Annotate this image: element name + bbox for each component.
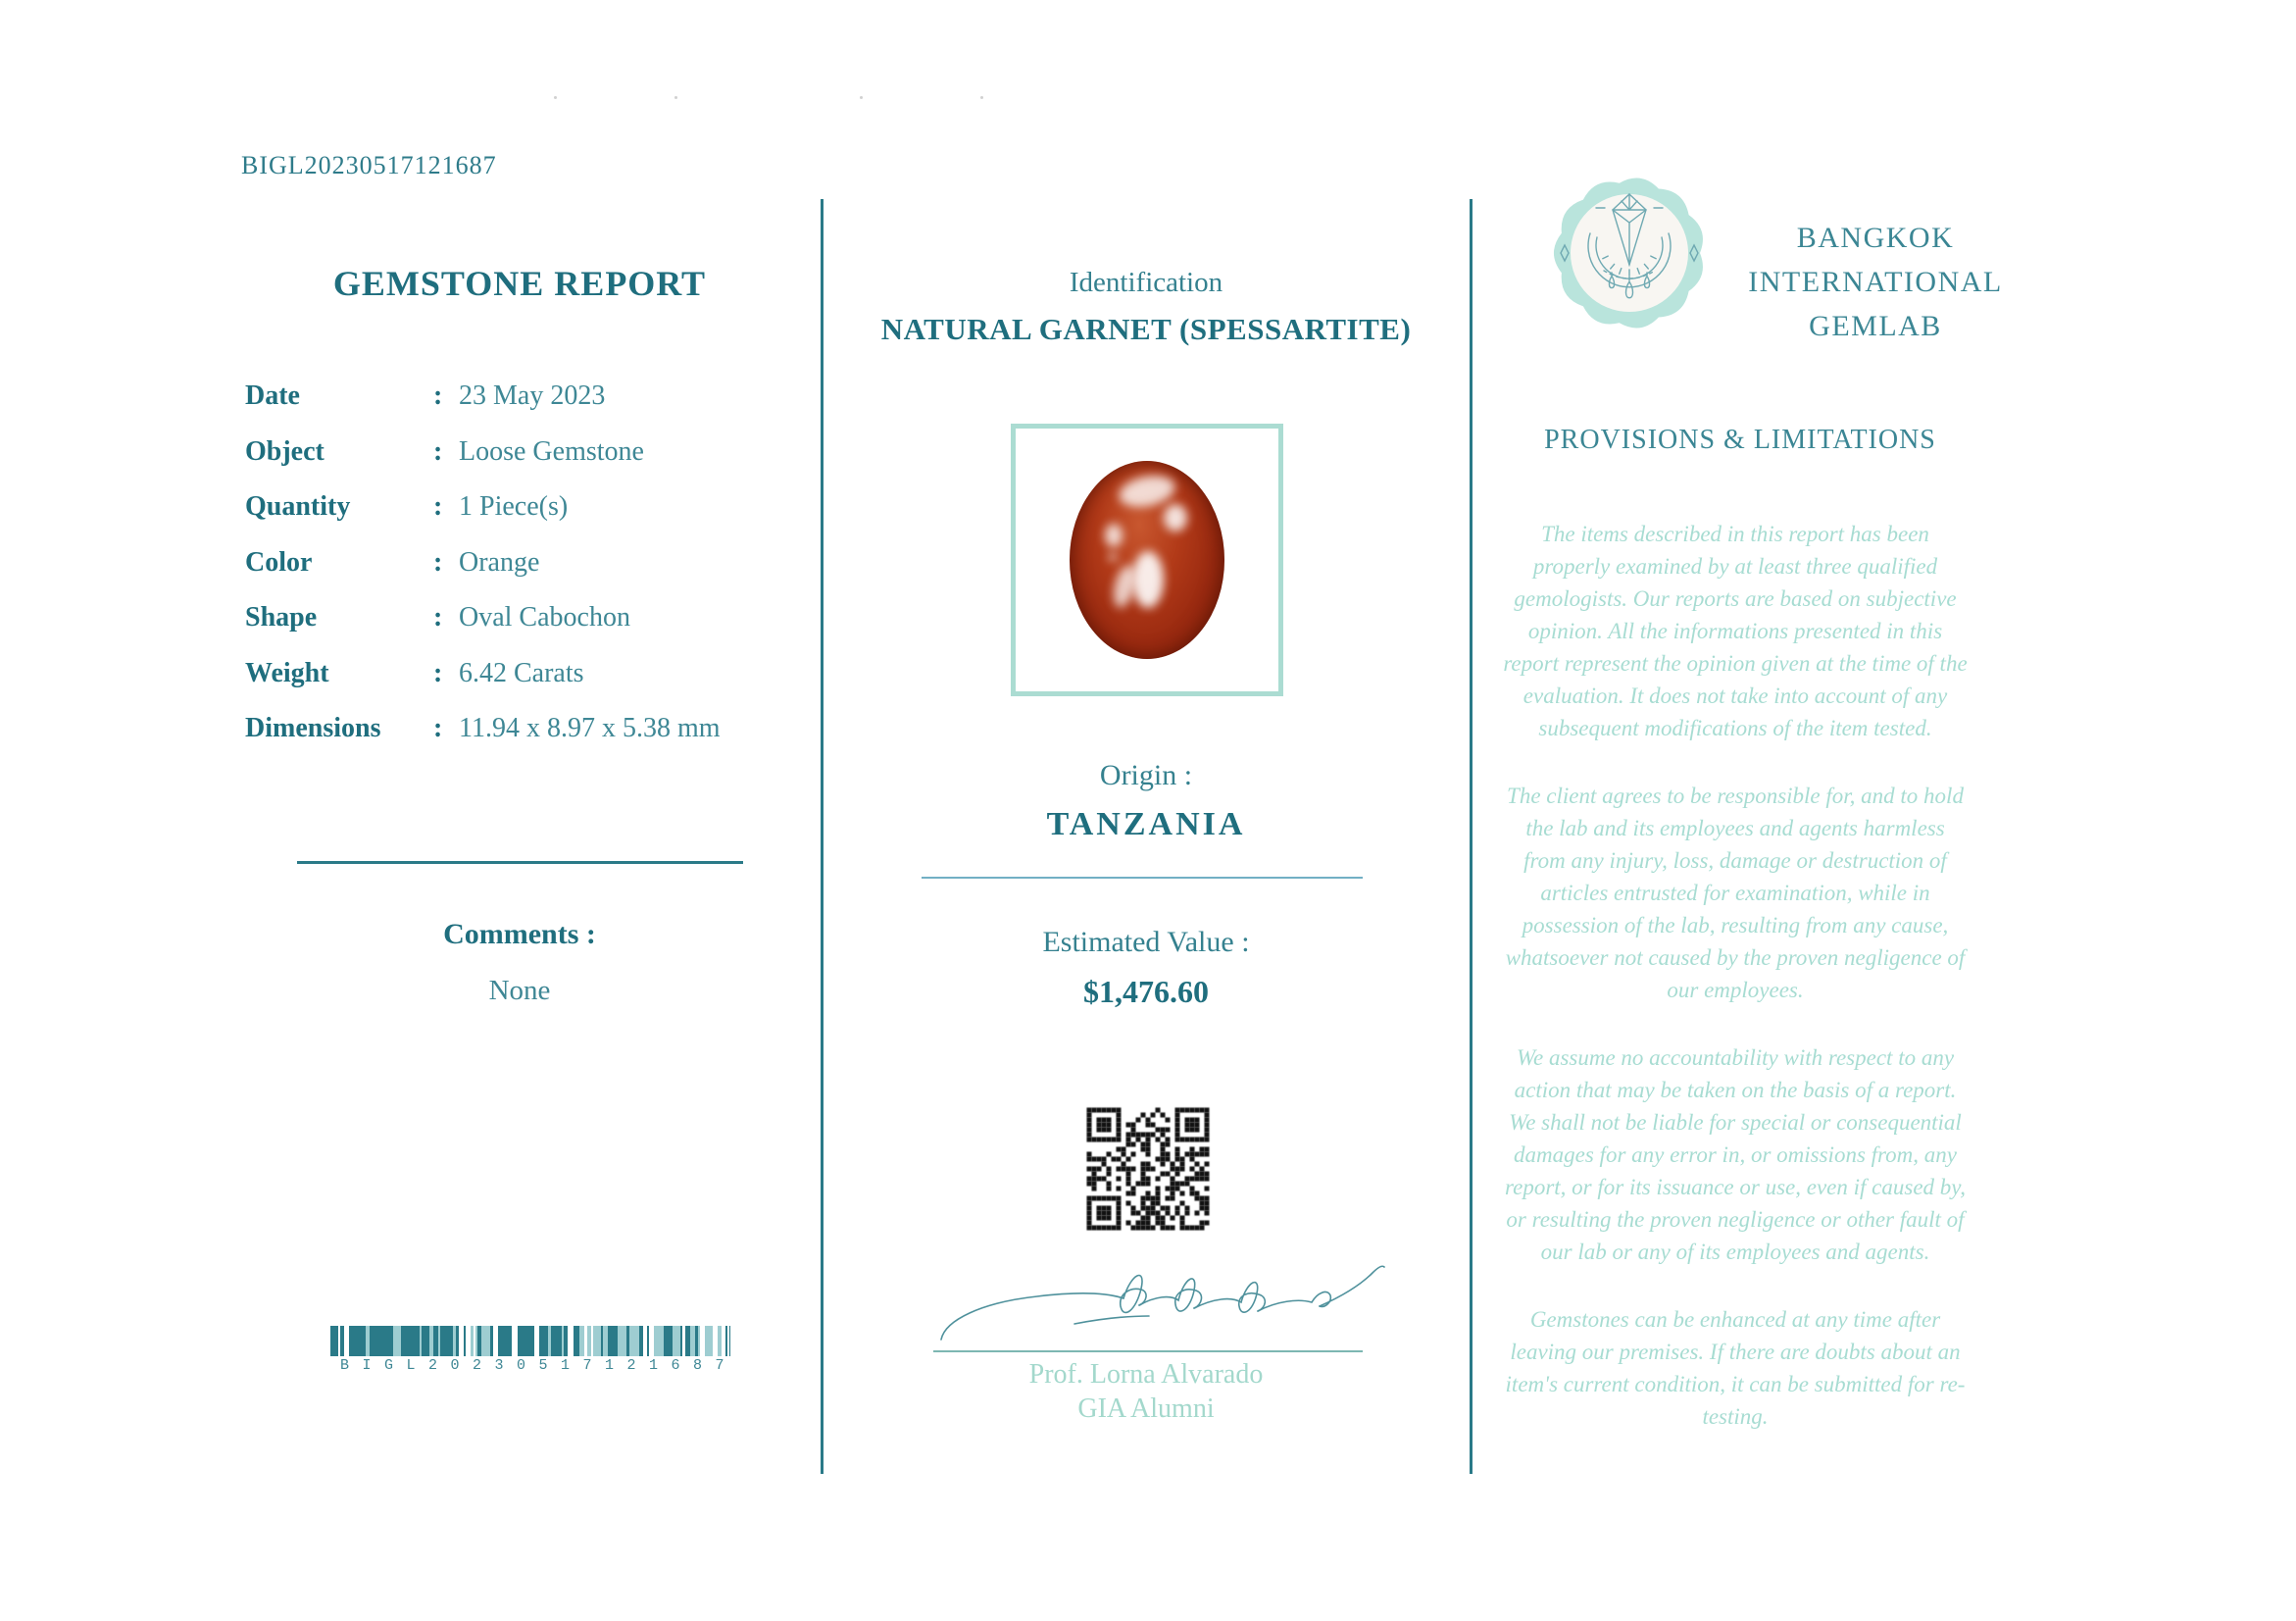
estimated-value-label: Estimated Value : <box>1042 926 1250 958</box>
column-divider <box>821 199 824 1474</box>
origin-value: TANZANIA <box>1046 806 1246 842</box>
field-separator: : <box>433 491 443 523</box>
field-value: 1 Piece(s) <box>459 491 569 523</box>
gem-photo-frame <box>1011 424 1283 696</box>
field-label: Quantity <box>245 491 351 523</box>
scan-speck <box>674 96 677 99</box>
field-separator: : <box>433 657 443 688</box>
signer-name: Prof. Lorna Alvarado <box>1028 1359 1264 1390</box>
estimated-value: $1,476.60 <box>1083 974 1209 1009</box>
comments-heading: Comments : <box>443 918 596 950</box>
provisions-paragraph: Gemstones can be enhanced at any time after leaving our premises. If there are doubts about an item's current condition, it can be submitted for re-testing. <box>1505 1307 1966 1429</box>
lab-name <box>1719 216 2032 348</box>
report-fields-table <box>245 369 794 757</box>
field-value: 11.94 x 8.97 x 5.38 mm <box>459 713 721 744</box>
provisions-heading: PROVISIONS & LIMITATIONS <box>1544 425 1936 455</box>
horizontal-divider <box>297 861 743 864</box>
field-separator: : <box>433 435 443 467</box>
field-value: Orange <box>459 546 540 578</box>
provisions-text <box>1503 518 1968 1468</box>
table-row <box>245 480 794 535</box>
field-label: Date <box>245 380 300 412</box>
field-separator: : <box>433 602 443 633</box>
gem-photo <box>1070 461 1224 659</box>
gem-highlight <box>1164 504 1187 532</box>
provisions-paragraph: We assume no accountability with respect to any action that may be taken on the basis of a report. We shall not be liable for special or consequential damages for any error in, or omissions from, any report, or for its issuance or use, even if caused by, or resulting the proven negligence or other fault of our lab or any of its employees and agents. <box>1505 1045 1966 1264</box>
gem-highlight <box>1109 553 1117 561</box>
field-separator: : <box>433 546 443 578</box>
report-title: GEMSTONE REPORT <box>332 264 707 303</box>
table-row <box>245 590 794 646</box>
table-row <box>245 535 794 591</box>
scan-speck <box>980 96 983 99</box>
identification-value: NATURAL GARNET (SPESSARTITE) <box>880 312 1412 346</box>
lab-name-line: GEMLAB <box>1809 310 1942 342</box>
lab-name-line: BANGKOK <box>1796 222 1955 254</box>
field-value: 6.42 Carats <box>459 657 584 688</box>
field-label: Weight <box>245 657 329 688</box>
table-row <box>245 701 794 757</box>
provisions-paragraph: The items described in this report has been properly examined by at least three qualified gemologists. Our reports are based on subjective opinion. All the informations presented in this report represent the opinion given at the time of the evaluation. It does not take into account of any subsequent modifications of the item tested. <box>1503 522 1968 740</box>
barcode <box>330 1326 738 1374</box>
qr-code <box>1080 1101 1216 1237</box>
field-label: Shape <box>245 602 318 633</box>
lab-name-line: INTERNATIONAL <box>1748 266 2003 298</box>
gem-highlight <box>1105 524 1123 547</box>
table-row <box>245 369 794 425</box>
table-row <box>245 425 794 481</box>
report-number: BIGL20230517121687 <box>241 151 497 179</box>
field-label: Color <box>245 546 313 578</box>
signer-title: GIA Alumni <box>1077 1393 1215 1424</box>
gem-highlight <box>1132 551 1164 608</box>
barcode-bars <box>330 1326 730 1356</box>
table-row <box>245 646 794 702</box>
scan-speck <box>554 96 557 99</box>
field-value: 23 May 2023 <box>459 380 606 412</box>
field-value: Oval Cabochon <box>459 602 630 633</box>
column-divider <box>1470 199 1472 1474</box>
lab-logo-gem-seal-icon <box>1545 169 1714 337</box>
origin-label: Origin : <box>1099 759 1193 791</box>
barcode-text: BIGL20230517121687 <box>340 1357 738 1374</box>
signature <box>931 1259 1392 1352</box>
field-separator: : <box>433 380 443 412</box>
field-label: Dimensions <box>245 713 381 744</box>
scan-speck <box>860 96 863 99</box>
field-separator: : <box>433 713 443 744</box>
field-label: Object <box>245 435 324 467</box>
signature-line <box>933 1350 1363 1352</box>
horizontal-divider <box>922 877 1363 879</box>
identification-heading: Identification <box>1069 267 1223 298</box>
provisions-paragraph: The client agrees to be responsible for, and to hold the lab and its employees and agents harmless from any injury, loss, damage or destruction of articles entrusted for examination, while in possession of the lab, resulting from any cause, whatsoever not caused by the proven negligence of our employees. <box>1505 784 1966 1002</box>
comments-value: None <box>488 975 551 1006</box>
field-value: Loose Gemstone <box>459 435 644 467</box>
